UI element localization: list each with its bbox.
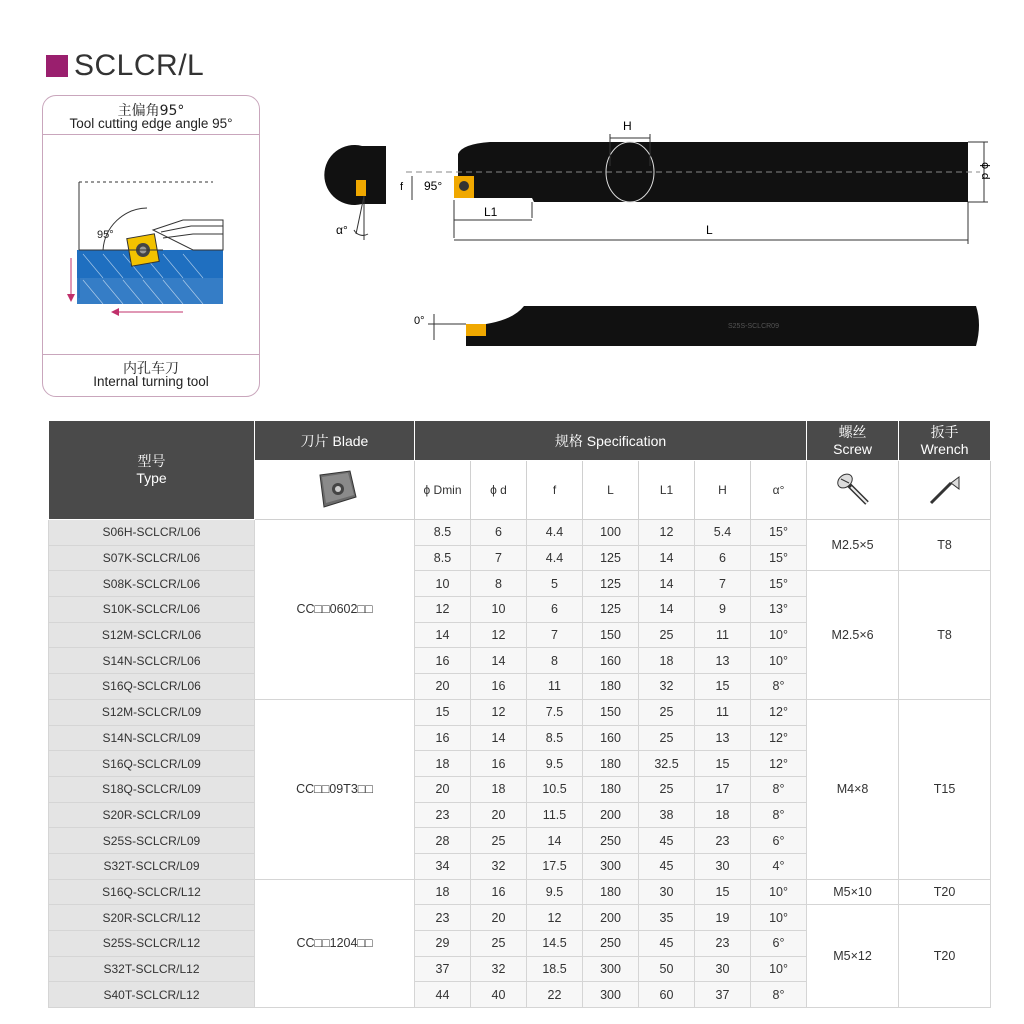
cell-a: 15° xyxy=(751,571,807,597)
header-screw: 螺丝 Screw xyxy=(807,421,899,461)
label-95: 95° xyxy=(424,179,443,193)
cell-f: 14.5 xyxy=(527,931,583,957)
cell-d: 16 xyxy=(471,751,527,777)
cell-L1: 38 xyxy=(639,802,695,828)
cell-H: 23 xyxy=(695,828,751,854)
table-row xyxy=(49,879,991,905)
cell-f: 17.5 xyxy=(527,853,583,879)
cell-d: 20 xyxy=(471,802,527,828)
cell-a: 8° xyxy=(751,982,807,1008)
col-L1: L1 xyxy=(639,461,695,520)
tool-drawings xyxy=(320,110,1000,390)
bar-engraving: S25S-SCLCR09 xyxy=(728,323,779,330)
cell-L: 180 xyxy=(583,776,639,802)
cell-H: 30 xyxy=(695,853,751,879)
cell-L1: 50 xyxy=(639,956,695,982)
blade-insert-icon xyxy=(255,461,415,520)
cell-d: 12 xyxy=(471,622,527,648)
cell-d: 10 xyxy=(471,597,527,623)
cell-H: 15 xyxy=(695,674,751,700)
cell-f: 14 xyxy=(527,828,583,854)
cell-H: 13 xyxy=(695,648,751,674)
cell-a: 15° xyxy=(751,545,807,571)
angle-diagram xyxy=(43,138,259,356)
table-row xyxy=(49,571,991,597)
cell-a: 10° xyxy=(751,622,807,648)
cell-dmin: 28 xyxy=(415,828,471,854)
cell-a: 10° xyxy=(751,956,807,982)
cell-dmin: 34 xyxy=(415,853,471,879)
cell-H: 30 xyxy=(695,956,751,982)
cell-L: 300 xyxy=(583,982,639,1008)
panel-top-cn: 主偏角95° xyxy=(117,103,185,119)
header-spec: 规格 Specification xyxy=(415,421,807,461)
cell-dmin: 23 xyxy=(415,802,471,828)
cell-type: S16Q-SCLCR/L12 xyxy=(49,879,255,905)
cell-L1: 12 xyxy=(639,520,695,546)
cell-L1: 45 xyxy=(639,853,695,879)
cell-type: S40T-SCLCR/L12 xyxy=(49,982,255,1008)
cell-f: 7.5 xyxy=(527,699,583,725)
cell-L1: 14 xyxy=(639,571,695,597)
header-wrench: 扳手 Wrench xyxy=(899,421,991,461)
header-type: 型号 Type xyxy=(49,421,255,520)
cell-f: 22 xyxy=(527,982,583,1008)
cell-f: 11.5 xyxy=(527,802,583,828)
cell-d: 7 xyxy=(471,545,527,571)
cell-a: 4° xyxy=(751,853,807,879)
cell-H: 11 xyxy=(695,622,751,648)
spec-table xyxy=(48,420,991,1008)
table-row xyxy=(49,520,991,546)
cell-f: 5 xyxy=(527,571,583,597)
cell-L: 300 xyxy=(583,853,639,879)
panel-top-en: Tool cutting edge angle 95° xyxy=(69,116,233,131)
cell-dmin: 37 xyxy=(415,956,471,982)
cell-dmin: 20 xyxy=(415,776,471,802)
cell-dmin: 44 xyxy=(415,982,471,1008)
cell-L1: 32 xyxy=(639,674,695,700)
cell-dmin: 8.5 xyxy=(415,545,471,571)
cell-wrench: T20 xyxy=(899,879,991,905)
label-0: 0° xyxy=(414,315,425,327)
cell-d: 25 xyxy=(471,931,527,957)
cell-H: 15 xyxy=(695,751,751,777)
cell-type: S14N-SCLCR/L06 xyxy=(49,648,255,674)
cell-dmin: 23 xyxy=(415,905,471,931)
cell-a: 13° xyxy=(751,597,807,623)
cell-L1: 45 xyxy=(639,931,695,957)
cell-a: 8° xyxy=(751,802,807,828)
panel-angle-label: 95° xyxy=(97,229,114,241)
col-d: ϕ d xyxy=(471,461,527,520)
cell-d: 32 xyxy=(471,853,527,879)
cutting-angle-panel xyxy=(42,95,260,397)
col-L: L xyxy=(583,461,639,520)
cell-a: 8° xyxy=(751,776,807,802)
cell-L1: 35 xyxy=(639,905,695,931)
title-block xyxy=(46,48,204,84)
cell-f: 8.5 xyxy=(527,725,583,751)
cell-dmin: 14 xyxy=(415,622,471,648)
cell-dmin: 16 xyxy=(415,648,471,674)
cell-f: 7 xyxy=(527,622,583,648)
label-H: H xyxy=(623,119,632,133)
cell-L: 125 xyxy=(583,571,639,597)
cell-d: 32 xyxy=(471,956,527,982)
cell-f: 8 xyxy=(527,648,583,674)
label-alpha: α° xyxy=(336,223,348,237)
cell-dmin: 8.5 xyxy=(415,520,471,546)
cell-wrench: T15 xyxy=(899,699,991,879)
cell-H: 37 xyxy=(695,982,751,1008)
cell-a: 10° xyxy=(751,648,807,674)
cell-d: 25 xyxy=(471,828,527,854)
label-L1: L1 xyxy=(484,205,498,219)
cell-f: 9.5 xyxy=(527,751,583,777)
cell-d: 20 xyxy=(471,905,527,931)
cell-screw: M4×8 xyxy=(807,699,899,879)
cell-L1: 45 xyxy=(639,828,695,854)
cell-L1: 18 xyxy=(639,648,695,674)
cell-type: S20R-SCLCR/L12 xyxy=(49,905,255,931)
cell-H: 18 xyxy=(695,802,751,828)
cell-L1: 25 xyxy=(639,622,695,648)
screw-icon xyxy=(807,461,899,520)
cell-dmin: 15 xyxy=(415,699,471,725)
cell-L1: 14 xyxy=(639,597,695,623)
cell-dmin: 20 xyxy=(415,674,471,700)
cell-d: 6 xyxy=(471,520,527,546)
cell-d: 40 xyxy=(471,982,527,1008)
table-row xyxy=(49,699,991,725)
cell-type: S16Q-SCLCR/L09 xyxy=(49,751,255,777)
cell-f: 18.5 xyxy=(527,956,583,982)
cell-type: S16Q-SCLCR/L06 xyxy=(49,674,255,700)
cell-a: 10° xyxy=(751,879,807,905)
col-alpha: α° xyxy=(751,461,807,520)
cell-type: S25S-SCLCR/L12 xyxy=(49,931,255,957)
cell-type: S32T-SCLCR/L09 xyxy=(49,853,255,879)
cell-H: 15 xyxy=(695,879,751,905)
cell-dmin: 16 xyxy=(415,725,471,751)
cell-L: 180 xyxy=(583,674,639,700)
cell-wrench: T20 xyxy=(899,905,991,1008)
cell-L1: 14 xyxy=(639,545,695,571)
cell-H: 19 xyxy=(695,905,751,931)
cell-L: 200 xyxy=(583,905,639,931)
cell-wrench: T8 xyxy=(899,571,991,699)
cell-a: 6° xyxy=(751,828,807,854)
cell-H: 6 xyxy=(695,545,751,571)
cell-dmin: 18 xyxy=(415,879,471,905)
cell-screw: M5×10 xyxy=(807,879,899,905)
cell-type: S18Q-SCLCR/L09 xyxy=(49,776,255,802)
cell-L: 150 xyxy=(583,699,639,725)
cell-screw: M2.5×5 xyxy=(807,520,899,571)
col-dmin: ϕ Dmin xyxy=(415,461,471,520)
cell-L: 180 xyxy=(583,879,639,905)
cell-d: 14 xyxy=(471,648,527,674)
col-H: H xyxy=(695,461,751,520)
cell-H: 11 xyxy=(695,699,751,725)
cell-blade: CC□□0602□□ xyxy=(255,520,415,700)
cell-L1: 30 xyxy=(639,879,695,905)
wrench-icon xyxy=(899,461,991,520)
cell-type: S25S-SCLCR/L09 xyxy=(49,828,255,854)
cell-f: 9.5 xyxy=(527,879,583,905)
cell-L: 100 xyxy=(583,520,639,546)
cell-f: 4.4 xyxy=(527,545,583,571)
cell-L: 250 xyxy=(583,828,639,854)
cell-blade: CC□□09T3□□ xyxy=(255,699,415,879)
cell-type: S20R-SCLCR/L09 xyxy=(49,802,255,828)
cell-f: 11 xyxy=(527,674,583,700)
cell-L: 150 xyxy=(583,622,639,648)
cell-dmin: 10 xyxy=(415,571,471,597)
panel-bottom-cn: 内孔车刀 xyxy=(123,361,179,377)
cell-H: 13 xyxy=(695,725,751,751)
cell-H: 7 xyxy=(695,571,751,597)
cell-L1: 60 xyxy=(639,982,695,1008)
cell-L1: 25 xyxy=(639,725,695,751)
panel-bottom-en: Internal turning tool xyxy=(93,374,209,389)
cell-type: S12M-SCLCR/L06 xyxy=(49,622,255,648)
cell-screw: M2.5×6 xyxy=(807,571,899,699)
cell-H: 9 xyxy=(695,597,751,623)
cell-a: 6° xyxy=(751,931,807,957)
cell-L1: 25 xyxy=(639,776,695,802)
cell-a: 12° xyxy=(751,725,807,751)
cell-type: S32T-SCLCR/L12 xyxy=(49,956,255,982)
col-f: f xyxy=(527,461,583,520)
cell-type: S06H-SCLCR/L06 xyxy=(49,520,255,546)
cell-L: 300 xyxy=(583,956,639,982)
cell-L: 125 xyxy=(583,545,639,571)
cell-L: 200 xyxy=(583,802,639,828)
cell-wrench: T8 xyxy=(899,520,991,571)
cell-dmin: 29 xyxy=(415,931,471,957)
cell-type: S08K-SCLCR/L06 xyxy=(49,571,255,597)
cell-a: 10° xyxy=(751,905,807,931)
label-L: L xyxy=(706,223,713,237)
cell-type: S10K-SCLCR/L06 xyxy=(49,597,255,623)
cell-dmin: 12 xyxy=(415,597,471,623)
cell-d: 8 xyxy=(471,571,527,597)
cell-type: S12M-SCLCR/L09 xyxy=(49,699,255,725)
cell-f: 10.5 xyxy=(527,776,583,802)
cell-a: 12° xyxy=(751,699,807,725)
cell-type: S14N-SCLCR/L09 xyxy=(49,725,255,751)
cell-f: 12 xyxy=(527,905,583,931)
label-f: f xyxy=(400,181,404,193)
cell-a: 15° xyxy=(751,520,807,546)
cell-L1: 25 xyxy=(639,699,695,725)
title-marker xyxy=(46,55,68,77)
cell-f: 6 xyxy=(527,597,583,623)
cell-d: 12 xyxy=(471,699,527,725)
panel-divider-top xyxy=(43,134,259,135)
cell-L1: 32.5 xyxy=(639,751,695,777)
cell-H: 23 xyxy=(695,931,751,957)
cell-type: S07K-SCLCR/L06 xyxy=(49,545,255,571)
cell-d: 16 xyxy=(471,674,527,700)
cell-L: 160 xyxy=(583,725,639,751)
panel-divider-bottom xyxy=(43,354,259,355)
page-title: SCLCR/L xyxy=(74,49,205,82)
cell-d: 18 xyxy=(471,776,527,802)
cell-dmin: 18 xyxy=(415,751,471,777)
cell-d: 14 xyxy=(471,725,527,751)
label-phi-d: ϕ d xyxy=(979,162,992,180)
cell-blade: CC□□1204□□ xyxy=(255,879,415,1007)
cell-a: 12° xyxy=(751,751,807,777)
cell-L: 125 xyxy=(583,597,639,623)
header-blade: 刀片 Blade xyxy=(255,421,415,461)
cell-L: 180 xyxy=(583,751,639,777)
cell-a: 8° xyxy=(751,674,807,700)
cell-L: 160 xyxy=(583,648,639,674)
cell-d: 16 xyxy=(471,879,527,905)
cell-screw: M5×12 xyxy=(807,905,899,1008)
table-row xyxy=(49,905,991,931)
cell-f: 4.4 xyxy=(527,520,583,546)
cell-H: 5.4 xyxy=(695,520,751,546)
cell-H: 17 xyxy=(695,776,751,802)
cell-L: 250 xyxy=(583,931,639,957)
